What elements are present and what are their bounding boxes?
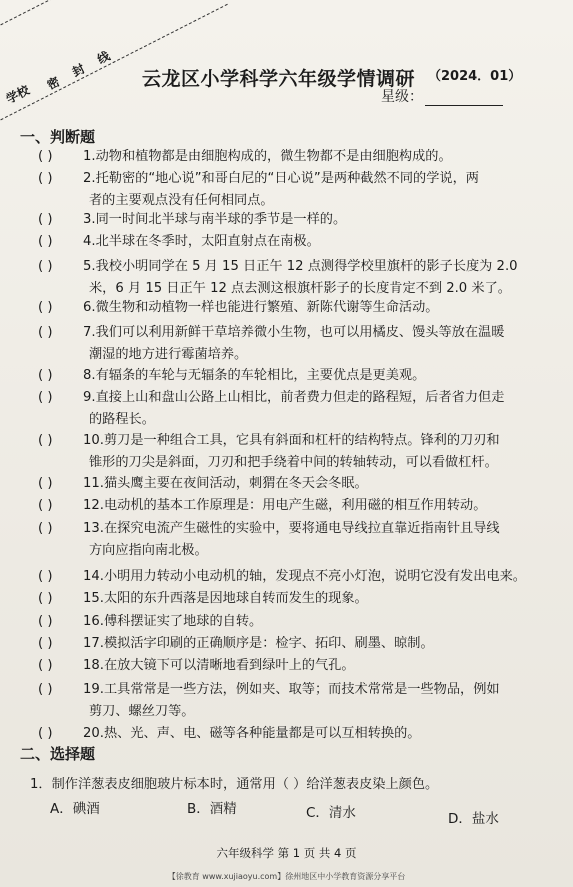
- judgement-question-7: [38, 322, 558, 366]
- question-text: 17.模拟活字印刷的正确顺序是：检字、拓印、刷墨、晾制。: [83, 636, 434, 651]
- judgement-question-9: [38, 387, 558, 431]
- answer-bracket[interactable]: ( ): [38, 726, 53, 741]
- answer-bracket[interactable]: ( ): [38, 682, 53, 697]
- answer-bracket[interactable]: ( ): [38, 234, 53, 249]
- grade-label: 星级：: [381, 89, 423, 105]
- question-text: 剪刀、螺丝刀等。: [89, 704, 195, 719]
- judgement-question-8: [38, 365, 558, 387]
- answer-bracket[interactable]: ( ): [38, 149, 53, 164]
- seal-dashed-line: [0, 0, 228, 46]
- answer-bracket[interactable]: ( ): [38, 658, 53, 673]
- judgement-question-18: [38, 655, 558, 677]
- grade-field: [381, 86, 503, 106]
- judgement-question-6: [38, 297, 558, 319]
- answer-bracket[interactable]: ( ): [38, 636, 53, 651]
- option-a[interactable]: A．碘酒: [50, 801, 100, 817]
- answer-bracket[interactable]: ( ): [38, 433, 53, 448]
- judgement-question-1: [38, 146, 558, 168]
- question-text: 锥形的刀尖是斜面，刀刃和把手绕着中间的转轴转动，可以看做杠杆。: [89, 455, 498, 470]
- judgement-question-4: [38, 231, 558, 253]
- question-text: 2.托勒密的“地心说”和哥白尼的“日心说”是两种截然不同的学说，两: [83, 171, 479, 186]
- answer-bracket[interactable]: ( ): [38, 212, 53, 227]
- judgement-question-5: [38, 256, 558, 300]
- question-text: 8.有辐条的车轮与无辐条的车轮相比，主要优点是更美观。: [83, 368, 426, 383]
- answer-bracket[interactable]: ( ): [38, 325, 53, 340]
- answer-bracket[interactable]: ( ): [38, 300, 53, 315]
- answer-bracket[interactable]: ( ): [38, 498, 53, 513]
- school-label: 学校: [3, 82, 32, 107]
- choice-question-1: 1．制作洋葱表皮细胞玻片标本时，通常用（ ）给洋葱表皮染上颜色。: [30, 777, 439, 792]
- answer-bracket[interactable]: ( ): [38, 368, 53, 383]
- question-text: 1.动物和植物都是由细胞构成的，微生物都不是由细胞构成的。: [83, 149, 452, 164]
- source-watermark: 【徐教育 www.xujiaoyu.com】徐州地区中小学教育资源分享平台: [167, 872, 406, 881]
- question-text: 18.在放大镜下可以清晰地看到绿叶上的气孔。: [83, 658, 355, 673]
- answer-bracket[interactable]: ( ): [38, 390, 53, 405]
- judgement-question-11: [38, 473, 558, 495]
- judgement-question-15: [38, 588, 558, 610]
- question-text: 5.我校小明同学在 5 月 15 日正午 12 点测得学校里旗杆的影子长度为 2.0: [83, 259, 518, 274]
- question-text: 20.热、光、声、电、磁等各种能量都是可以互相转换的。: [83, 726, 421, 741]
- exam-title: 云龙区小学科学六年级学情调研: [142, 68, 416, 90]
- option-c[interactable]: C．清水: [306, 805, 356, 821]
- judgement-question-19: [38, 679, 558, 723]
- judgement-question-20: [38, 723, 558, 745]
- judgement-question-14: [38, 566, 558, 588]
- question-text: 潮湿的地方进行霉菌培养。: [89, 347, 248, 362]
- question-text: 9.直接上山和盘山公路上山相比，前者费力但走的路程短，后者省力但走: [83, 390, 505, 405]
- question-text: 3.同一时间北半球与南半球的季节是一样的。: [83, 212, 347, 227]
- judgement-question-16: [38, 611, 558, 633]
- question-text: 12.电动机的基本工作原理是：用电产生磁，利用磁的相互作用转动。: [83, 498, 487, 513]
- judgement-question-10: [38, 430, 558, 474]
- question-text: 16.傅科摆证实了地球的自转。: [83, 614, 263, 629]
- question-text: 方向应指向南北极。: [89, 543, 208, 558]
- page-footer: 六年级科学 第 1 页 共 4 页: [216, 846, 357, 860]
- question-text: 11.猫头鹰主要在夜间活动，刺猬在冬天会冬眠。: [83, 476, 368, 491]
- seal-line-label: 密 封 线: [44, 46, 118, 93]
- answer-bracket[interactable]: ( ): [38, 521, 53, 536]
- judgement-question-13: [38, 518, 558, 562]
- answer-bracket[interactable]: ( ): [38, 591, 53, 606]
- answer-bracket[interactable]: ( ): [38, 614, 53, 629]
- judgement-question-12: [38, 495, 558, 517]
- question-text: 15.太阳的东升西落是因地球自转而发生的现象。: [83, 591, 368, 606]
- question-text: 米，6 月 15 日正午 12 点去测这根旗杆影子的长度肯定不到 2.0 米了。: [89, 281, 511, 296]
- exam-date: （2024．01）: [428, 69, 522, 84]
- answer-bracket[interactable]: ( ): [38, 259, 53, 274]
- question-text: 19.工具常常是一些方法，例如夹、取等；而技术常常是一些物品，例如: [83, 682, 500, 697]
- option-d[interactable]: D．盐水: [448, 811, 499, 827]
- section-heading-judgement: 一、判断题: [20, 128, 96, 146]
- question-text: 6.微生物和动植物一样也能进行繁殖、新陈代谢等生命活动。: [83, 300, 439, 315]
- question-text: 13.在探究电流产生磁性的实验中，要将通电导线拉直靠近指南针且导线: [83, 521, 500, 536]
- option-b[interactable]: B．酒精: [187, 801, 237, 817]
- question-text: 7.我们可以利用新鲜干草培养微小生物，也可以用橘皮、馒头等放在温暖: [83, 325, 505, 340]
- grade-blank[interactable]: [425, 91, 503, 106]
- question-text: 10.剪刀是一种组合工具，它具有斜面和杠杆的结构特点。锋利的刀刃和: [83, 433, 500, 448]
- answer-bracket[interactable]: ( ): [38, 476, 53, 491]
- judgement-question-3: [38, 209, 558, 231]
- question-text: 14.小明用力转动小电动机的轴，发现点不亮小灯泡，说明它没有发出电来。: [83, 569, 526, 584]
- section-heading-choice: 二、选择题: [20, 745, 96, 763]
- question-text: 者的主要观点没有任何相同点。: [89, 193, 274, 208]
- judgement-question-2: [38, 168, 558, 212]
- answer-bracket[interactable]: ( ): [38, 171, 53, 186]
- question-text: 的路程长。: [89, 412, 155, 427]
- answer-bracket[interactable]: ( ): [38, 569, 53, 584]
- judgement-question-17: [38, 633, 558, 655]
- question-text: 4.北半球在冬季时，太阳直射点在南极。: [83, 234, 320, 249]
